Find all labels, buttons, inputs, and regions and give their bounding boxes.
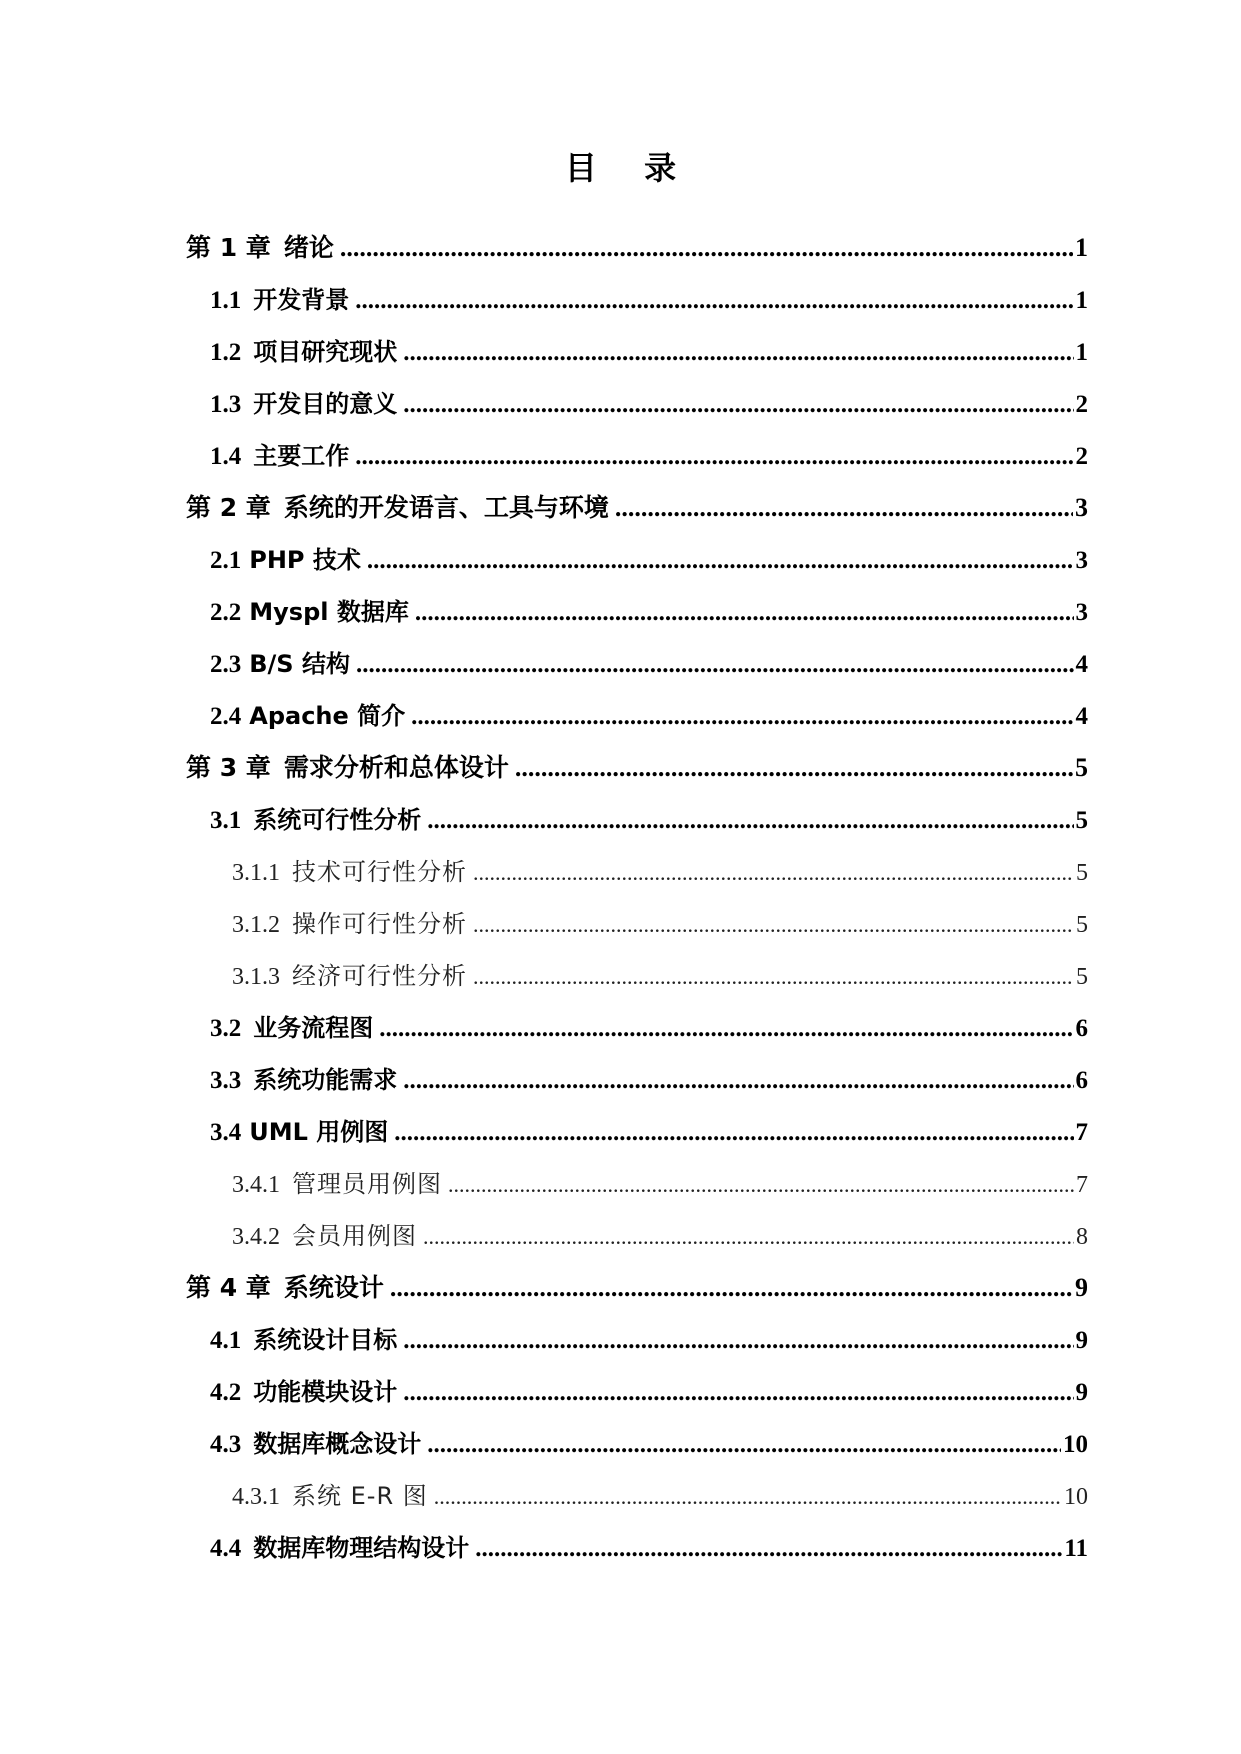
toc-entry-number: 2.4	[210, 703, 242, 730]
toc-entry-text: PHP 技术	[249, 546, 361, 574]
table-of-contents	[186, 222, 1088, 1574]
toc-entry-number: 1.2	[210, 339, 242, 366]
toc-dot-leader	[411, 691, 1073, 743]
toc-entry-text: Myspl 数据库	[249, 598, 409, 626]
toc-entry-text: 会员用例图	[292, 1222, 417, 1250]
toc-entry-section[interactable]	[186, 274, 1088, 326]
toc-dot-leader	[394, 1107, 1073, 1159]
toc-entry-text: 业务流程图	[253, 1014, 374, 1042]
toc-entry-page: 2	[1075, 391, 1088, 418]
toc-entry-page: 10	[1064, 1484, 1088, 1510]
toc-entry-text: 数据库物理结构设计	[253, 1534, 470, 1562]
toc-entry-section[interactable]	[186, 534, 1088, 586]
toc-dot-leader	[355, 431, 1073, 483]
toc-entry-number: 3.1	[210, 807, 242, 834]
toc-entry-page: 1	[1075, 233, 1088, 262]
toc-entry-number: 4.3	[210, 1431, 242, 1458]
toc-entry-text: 数据库概念设计	[253, 1430, 422, 1458]
toc-entry-section[interactable]	[186, 1522, 1088, 1574]
toc-entry-page: 6	[1075, 1067, 1088, 1094]
toc-dot-leader	[515, 742, 1073, 794]
toc-dot-leader	[403, 1315, 1073, 1367]
toc-entry-text: 系统的开发语言、工具与环境	[283, 493, 609, 522]
toc-entry-text: 绪论	[283, 233, 334, 262]
toc-dot-leader	[473, 899, 1074, 951]
toc-entry-number: 第 2 章	[186, 493, 271, 522]
toc-entry-section[interactable]	[186, 1106, 1088, 1158]
toc-entry-subsection[interactable]	[186, 846, 1088, 898]
toc-dot-leader	[403, 327, 1073, 379]
toc-entry-text: 经济可行性分析	[292, 962, 467, 990]
toc-entry-text: Apache 简介	[249, 702, 406, 730]
toc-entry-page: 4	[1075, 651, 1088, 678]
toc-entry-text: 系统 E-R 图	[292, 1482, 428, 1510]
toc-entry-section[interactable]	[186, 326, 1088, 378]
toc-entry-page: 1	[1075, 287, 1088, 314]
toc-entry-number: 2.2	[210, 599, 242, 626]
toc-dot-leader	[379, 1003, 1073, 1055]
toc-entry-number: 3.1.1	[232, 860, 280, 886]
toc-entry-text: 管理员用例图	[292, 1170, 442, 1198]
toc-dot-leader	[473, 847, 1074, 899]
toc-entry-page: 11	[1064, 1535, 1088, 1562]
toc-entry-page: 1	[1075, 339, 1088, 366]
toc-entry-number: 第 1 章	[186, 233, 271, 262]
toc-entry-text: 系统功能需求	[253, 1066, 398, 1094]
toc-entry-page: 5	[1076, 860, 1088, 886]
toc-entry-number: 3.1.3	[232, 964, 280, 990]
toc-entry-section[interactable]	[186, 378, 1088, 430]
toc-entry-number: 2.3	[210, 651, 242, 678]
toc-dot-leader	[475, 1523, 1062, 1575]
toc-entry-text: 操作可行性分析	[292, 910, 467, 938]
toc-entry-section[interactable]	[186, 586, 1088, 638]
toc-entry-page: 8	[1076, 1224, 1088, 1250]
toc-entry-page: 9	[1075, 1379, 1088, 1406]
toc-entry-section[interactable]	[186, 1314, 1088, 1366]
toc-entry-number: 4.2	[210, 1379, 242, 1406]
toc-entry-section[interactable]	[186, 1418, 1088, 1470]
toc-entry-page: 7	[1075, 1119, 1088, 1146]
toc-entry-number: 3.3	[210, 1067, 242, 1094]
toc-entry-subsection[interactable]	[186, 1210, 1088, 1262]
toc-dot-leader	[427, 1419, 1061, 1471]
page-title: 目 录	[564, 149, 695, 187]
toc-entry-number: 3.4.2	[232, 1224, 280, 1250]
toc-dot-leader	[356, 639, 1074, 691]
toc-entry-subsection[interactable]	[186, 898, 1088, 950]
toc-entry-number: 1.4	[210, 443, 242, 470]
toc-entry-page: 10	[1063, 1431, 1088, 1458]
toc-dot-leader	[390, 1262, 1073, 1314]
toc-entry-page: 3	[1075, 547, 1088, 574]
toc-entry-text: UML 用例图	[249, 1118, 389, 1146]
toc-entry-page: 5	[1075, 807, 1088, 834]
toc-entry-number: 1.3	[210, 391, 242, 418]
toc-entry-text: 主要工作	[253, 442, 350, 470]
toc-entry-number: 4.4	[210, 1535, 242, 1562]
toc-entry-number: 3.4.1	[232, 1172, 280, 1198]
toc-entry-number: 2.1	[210, 547, 242, 574]
toc-entry-number: 1.1	[210, 287, 242, 314]
toc-dot-leader	[340, 222, 1073, 274]
toc-entry-chapter[interactable]	[186, 742, 1088, 794]
toc-entry-text: B/S 结构	[249, 650, 350, 678]
toc-entry-chapter[interactable]	[186, 222, 1088, 274]
toc-entry-text: 系统可行性分析	[253, 806, 422, 834]
toc-entry-section[interactable]	[186, 638, 1088, 690]
toc-entry-page: 7	[1076, 1172, 1088, 1198]
toc-entry-section[interactable]	[186, 1002, 1088, 1054]
toc-entry-page: 9	[1075, 1327, 1088, 1354]
toc-dot-leader	[403, 1055, 1073, 1107]
toc-entry-text: 功能模块设计	[253, 1378, 398, 1406]
toc-entry-page: 3	[1075, 599, 1088, 626]
toc-dot-leader	[403, 379, 1073, 431]
toc-dot-leader	[448, 1159, 1074, 1211]
toc-entry-section[interactable]	[186, 690, 1088, 742]
toc-entry-chapter[interactable]	[186, 1262, 1088, 1314]
toc-dot-leader	[423, 1211, 1074, 1263]
toc-entry-subsection[interactable]	[186, 1470, 1088, 1522]
toc-entry-subsection[interactable]	[186, 950, 1088, 1002]
toc-dot-leader	[434, 1471, 1062, 1523]
toc-entry-section[interactable]	[186, 430, 1088, 482]
toc-entry-number: 第 4 章	[186, 1273, 271, 1302]
toc-entry-section[interactable]	[186, 794, 1088, 846]
toc-dot-leader	[367, 535, 1074, 587]
toc-entry-number: 第 3 章	[186, 753, 271, 782]
toc-entry-text: 系统设计目标	[253, 1326, 398, 1354]
toc-entry-text: 开发目的意义	[253, 390, 398, 418]
toc-entry-section[interactable]	[186, 1054, 1088, 1106]
toc-entry-page: 5	[1076, 912, 1088, 938]
toc-entry-page: 9	[1075, 1273, 1088, 1302]
toc-entry-text: 需求分析和总体设计	[283, 753, 509, 782]
toc-entry-section[interactable]	[186, 1366, 1088, 1418]
toc-dot-leader	[615, 482, 1073, 534]
toc-entry-number: 4.1	[210, 1327, 242, 1354]
toc-dot-leader	[473, 951, 1074, 1003]
toc-entry-page: 5	[1076, 964, 1088, 990]
toc-entry-page: 5	[1075, 753, 1088, 782]
toc-entry-text: 技术可行性分析	[292, 858, 467, 886]
toc-entry-number: 3.1.2	[232, 912, 280, 938]
toc-entry-number: 4.3.1	[232, 1484, 280, 1510]
toc-dot-leader	[355, 275, 1073, 327]
toc-entry-page: 4	[1075, 703, 1088, 730]
toc-entry-text: 系统设计	[283, 1273, 384, 1302]
toc-entry-number: 3.2	[210, 1015, 242, 1042]
toc-entry-number: 3.4	[210, 1119, 242, 1146]
toc-entry-text: 开发背景	[253, 286, 350, 314]
toc-dot-leader	[427, 795, 1073, 847]
toc-entry-page: 6	[1075, 1015, 1088, 1042]
toc-entry-page: 2	[1075, 443, 1088, 470]
toc-dot-leader	[403, 1367, 1073, 1419]
toc-entry-text: 项目研究现状	[253, 338, 398, 366]
toc-dot-leader	[415, 587, 1074, 639]
toc-entry-subsection[interactable]	[186, 1158, 1088, 1210]
toc-entry-chapter[interactable]	[186, 482, 1088, 534]
toc-entry-page: 3	[1075, 493, 1088, 522]
